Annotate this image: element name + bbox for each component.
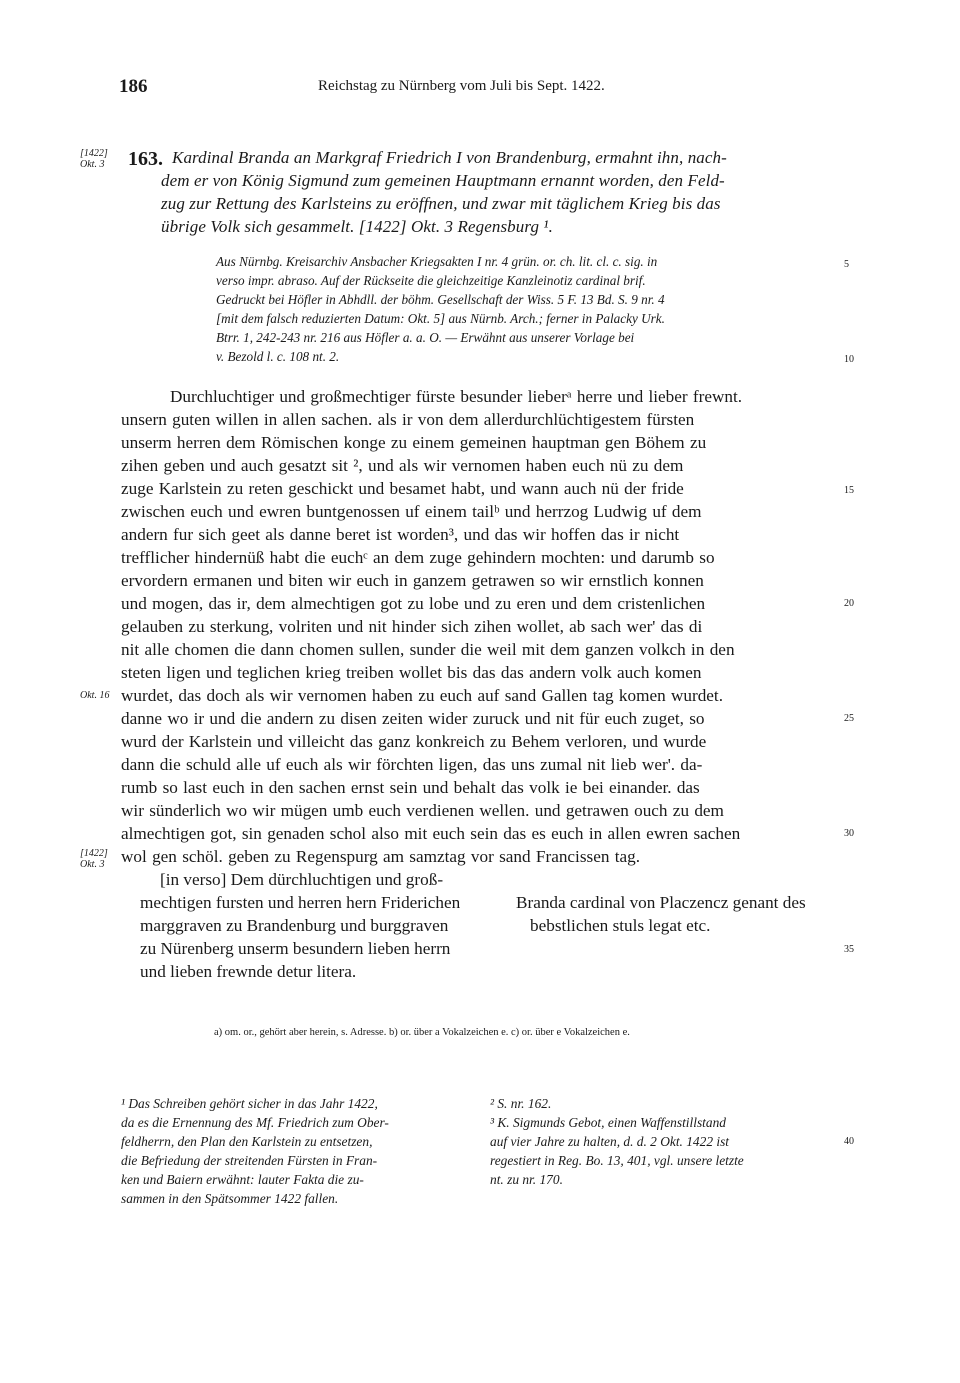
source-note-line: Aus Nürnbg. Kreisarchiv Ansbacher Kriegsakten I nr. 4 grün. or. ch. lit. cl. c. sig. in (216, 254, 658, 269)
line-number: 35 (844, 944, 854, 955)
body-line: andern fur sich geet als danne beret ist worden³, und das wir hoffen das ir nicht (121, 525, 680, 544)
body-line: unserm herren dem Römischen konge zu einem gemeinen hauptman gen Böhem zu (121, 433, 707, 452)
footnote-line: die Befriedung der streitenden Fürsten in Fran- (121, 1153, 378, 1168)
body-line: Durchluchtiger und großmechtiger fürste besunder lieberᵃ herre und lieber frewnt. (170, 387, 743, 406)
body-line: trefflicher hindernüß habt die euchᶜ an dem zuge gehindern mochten: und darumb so (121, 548, 715, 567)
footnote-line: feldherrn, den Plan den Karlstein zu entsetzen, (121, 1134, 373, 1149)
body-line: wir sünderlich wo wir mügen umb euch verdienen wellen. und getrawen ouch zu dem (121, 801, 724, 820)
page-number: 186 (119, 76, 148, 97)
line-number: 20 (844, 598, 854, 609)
footnote-line: ¹ Das Schreiben gehört sicher in das Jahr 1422, (121, 1096, 378, 1111)
line-number: 25 (844, 713, 854, 724)
body-line: wurd der Karlstein und villeicht das ganz konkreich zu Behem verloren, und wurde (121, 732, 707, 751)
line-number: 15 (844, 485, 854, 496)
footnote-line: auf vier Jahre zu halten, d. d. 2 Okt. 1422 ist (490, 1134, 730, 1149)
source-note-line: v. Bezold l. c. 108 nt. 2. (216, 349, 340, 364)
body-line: zuge Karlstein zu reten geschickt und besamet habt, und wann auch nü der fride (121, 479, 684, 498)
footnote-line: regestiert in Reg. Bo. 13, 401, vgl. unsere letzte (490, 1153, 744, 1168)
line-number: 5 (844, 259, 849, 270)
body-line: dann die schuld alle uf euch als wir förchten ligen, das uns zumal nit lieb wer'. da- (121, 755, 703, 774)
apparatus-note: a) om. or., gehört aber herein, s. Adresse. b) or. über a Vokalzeichen e. c) or. über e Vokalzeichen e. (214, 1027, 630, 1038)
footnote-line: da es die Ernennung des Mf. Friedrich zum Ober- (121, 1115, 389, 1130)
footnote-line: nt. zu nr. 170. (490, 1172, 563, 1187)
body-line: ervordern ermanen und biten wir euch in ganzem getrawen so wir ernstlich konnen (121, 571, 704, 590)
document-title-line: dem er von König Sigmund zum gemeinen Hauptmann ernannt worden, den Feld- (161, 171, 725, 190)
footnote-line: sammen in den Spätsommer 1422 fallen. (121, 1191, 339, 1206)
body-line: steten ligen und teglichen krieg treiben wollet bis das das andern volk auch komen (121, 663, 702, 682)
line-number: 40 (844, 1136, 854, 1147)
margin-date-year: [1422] (80, 148, 108, 159)
margin-date-day: Okt. 3 (80, 859, 105, 870)
signature-line: Branda cardinal von Placzencz genant des (516, 893, 806, 912)
body-line: wol gen schöl. geben zu Regenspurg am samztag vor sand Francissen tag. (121, 847, 641, 866)
source-note-line: Gedruckt bei Höfler in Abhdll. der böhm. Gesellschaft der Wiss. 5 F. 13 Bd. S. 9 nr. 4 (216, 292, 665, 307)
body-line: danne wo ir und die andern zu disen zeiten wider zuruck und nit für euch zuget, so (121, 709, 705, 728)
source-note-line: Btrr. 1, 242-243 nr. 216 aus Höfler a. a. O. — Erwähnt aus unserer Vorlage bei (216, 330, 635, 345)
footnote-line: ³ K. Sigmunds Gebot, einen Waffenstillstand (490, 1115, 726, 1130)
verso-address-line: [in verso] Dem dürchluchtigen und groß- (160, 870, 444, 889)
running-title: Reichstag zu Nürnberg vom Juli bis Sept. 1422. (318, 78, 605, 94)
verso-address-line: mechtigen fursten und herren hern Friderichen (140, 893, 461, 912)
body-line: zwischen euch und ewren buntgenossen uf einem tailᵇ und herrzog Ludwig uf dem (121, 502, 702, 521)
document-number: 163. (128, 148, 163, 170)
line-number: 10 (844, 354, 854, 365)
margin-date-okt16: Okt. 16 (80, 690, 110, 701)
body-line: wurdet, das doch als wir vernomen haben zu euch auf sand Gallen tag komen wurdet. (121, 686, 724, 705)
body-line: zihen geben und auch gesatzt sit ², und als wir vernomen haben euch nü zu dem (121, 456, 684, 475)
margin-date-day: Okt. 3 (80, 159, 105, 170)
body-line: und mogen, das ir, dem almechtigen got zu lobe und zu eren und dem cristenlichen (121, 594, 706, 613)
verso-address-line: und lieben frewnde detur litera. (140, 962, 357, 981)
body-line: nit alle chomen die dann chomen sullen, sunder die weil mit dem ganzen volkch in den (121, 640, 735, 659)
body-line: gelauben zu sterkung, volriten und nit hinder sich zihen wollet, ab sach wer' das di (121, 617, 703, 636)
signature-line: bebstlichen stuls legat etc. (530, 916, 711, 935)
footnote-line: ² S. nr. 162. (490, 1096, 552, 1111)
body-line: almechtigen got, sin genaden schol also mit euch sein das es euch in allen ewren sachen (121, 824, 741, 843)
body-line: rumb so last euch in den sachen ernst sein und behalt das volk ie bei einander. das (121, 778, 700, 797)
verso-address-line: marggraven zu Brandenburg und burggraven (140, 916, 449, 935)
footnote-line: ken und Baiern erwähnt: lauter Fakta die zu- (121, 1172, 364, 1187)
document-title-line: Kardinal Branda an Markgraf Friedrich I von Brandenburg, ermahnt ihn, nach- (172, 148, 727, 167)
verso-address-line: zu Nürenberg unserm besundern lieben herrn (140, 939, 451, 958)
document-title-line: zug zur Rettung des Karlsteins zu eröffnen, und zwar mit täglichem Krieg bis das (161, 194, 721, 213)
margin-date-year: [1422] (80, 848, 108, 859)
source-note-line: [mit dem falsch reduzierten Datum: Okt. 5] aus Nürnb. Arch.; ferner in Palacky Urk. (216, 311, 665, 326)
line-number: 30 (844, 828, 854, 839)
source-note-line: verso impr. abraso. Auf der Rückseite die gleichzeitige Kanzleinotiz cardinal brif. (216, 273, 646, 288)
document-title-line: übrige Volk sich gesammelt. [1422] Okt. 3 Regensburg ¹. (161, 217, 553, 236)
body-line: unsern guten willen in allen sachen. als ir von dem allerdurchlüchtigestem fürsten (121, 410, 695, 429)
